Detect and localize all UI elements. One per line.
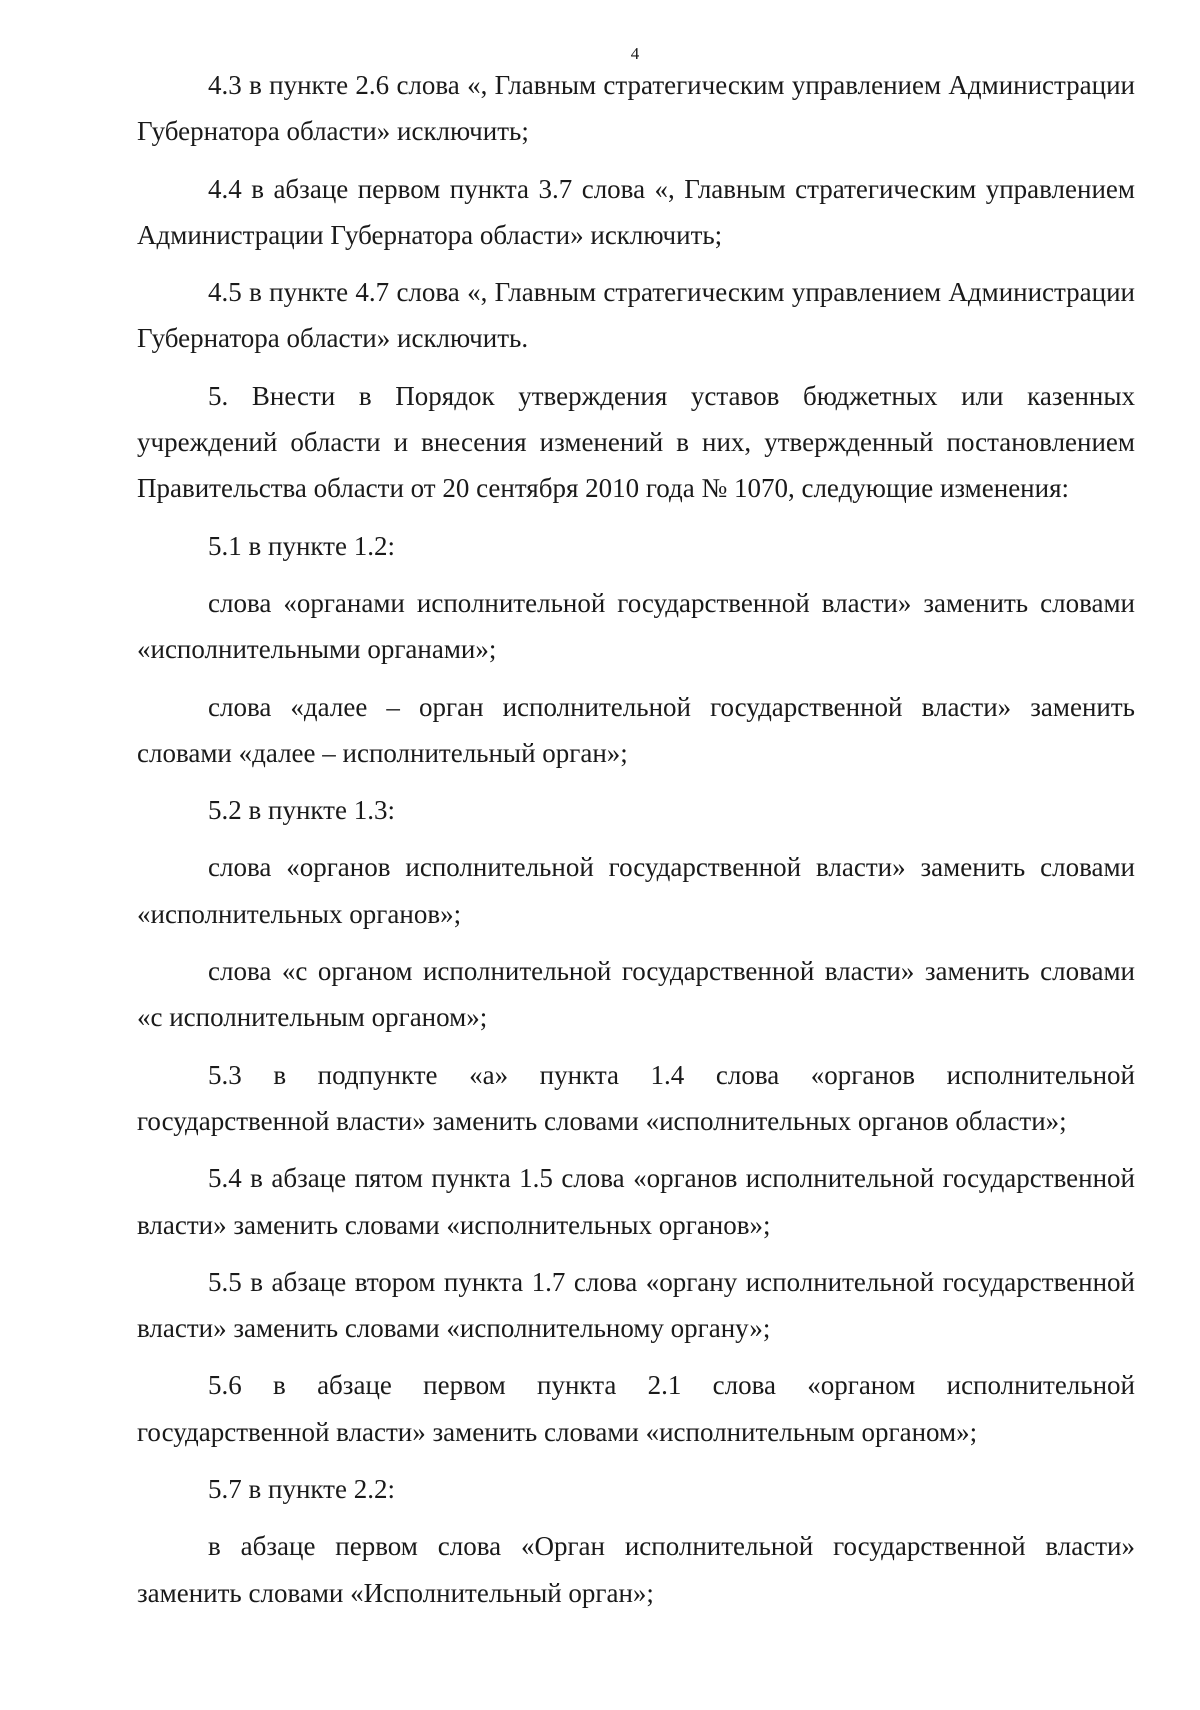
paragraph: слова «далее – орган исполнительной государственной власти» заменить словами «далее – исполнительный орган»; (137, 691, 1135, 768)
paragraph: 5. Внести в Порядок утверждения уставов бюджетных или казенных учреждений области и внесения изменений в них, утвержденный постановлением Правительства области от 20 сентября 2010 года № 1070, следующие изменения: (137, 380, 1135, 504)
paragraph: 5.2 в пункте 1.3: (208, 795, 395, 826)
paragraph: 5.7 в пункте 2.2: (208, 1474, 395, 1505)
paragraph: в абзаце первом слова «Орган исполнительной государственной власти» заменить словами «Исполнительный орган»; (137, 1531, 1135, 1608)
paragraph: слова «органами исполнительной государственной власти» заменить словами «исполнительными органами»; (137, 587, 1135, 665)
page-number: 4 (630, 44, 640, 63)
paragraph: слова «органов исполнительной государственной власти» заменить словами «исполнительных органов»; (137, 852, 1135, 929)
paragraph: 4.3 в пункте 2.6 слова «, Главным стратегическим управлением Администрации Губернатора области» исключить; (137, 70, 1135, 147)
paragraph: слова «с органом исполнительной государственной власти» заменить словами «с исполнительным органом»; (137, 956, 1135, 1033)
paragraph: 4.4 в абзаце первом пункта 3.7 слова «, Главным стратегическим управлением Администрации Губернатора области» исключить; (137, 173, 1135, 250)
document-body (137, 62, 1135, 1627)
paragraph: 5.6 в абзаце первом пункта 2.1 слова «органом исполнительной государственной власти» заменить словами «исполнительным органом»; (137, 1370, 1135, 1447)
paragraph: 4.5 в пункте 4.7 слова «, Главным стратегическим управлением Администрации Губернатора области» исключить. (137, 277, 1135, 354)
paragraph: 5.4 в абзаце пятом пункта 1.5 слова «органов исполнительной государственной власти» заменить словами «исполнительных органов»; (137, 1163, 1135, 1240)
paragraph: 5.1 в пункте 1.2: (208, 530, 395, 561)
paragraph: 5.5 в абзаце втором пункта 1.7 слова «органу исполнительной государственной власти» заменить словами «исполнительному органу»; (137, 1266, 1135, 1344)
paragraph: 5.3 в подпункте «а» пункта 1.4 слова «органов исполнительной государственной власти» заменить словами «исполнительных органов области»; (137, 1059, 1135, 1136)
